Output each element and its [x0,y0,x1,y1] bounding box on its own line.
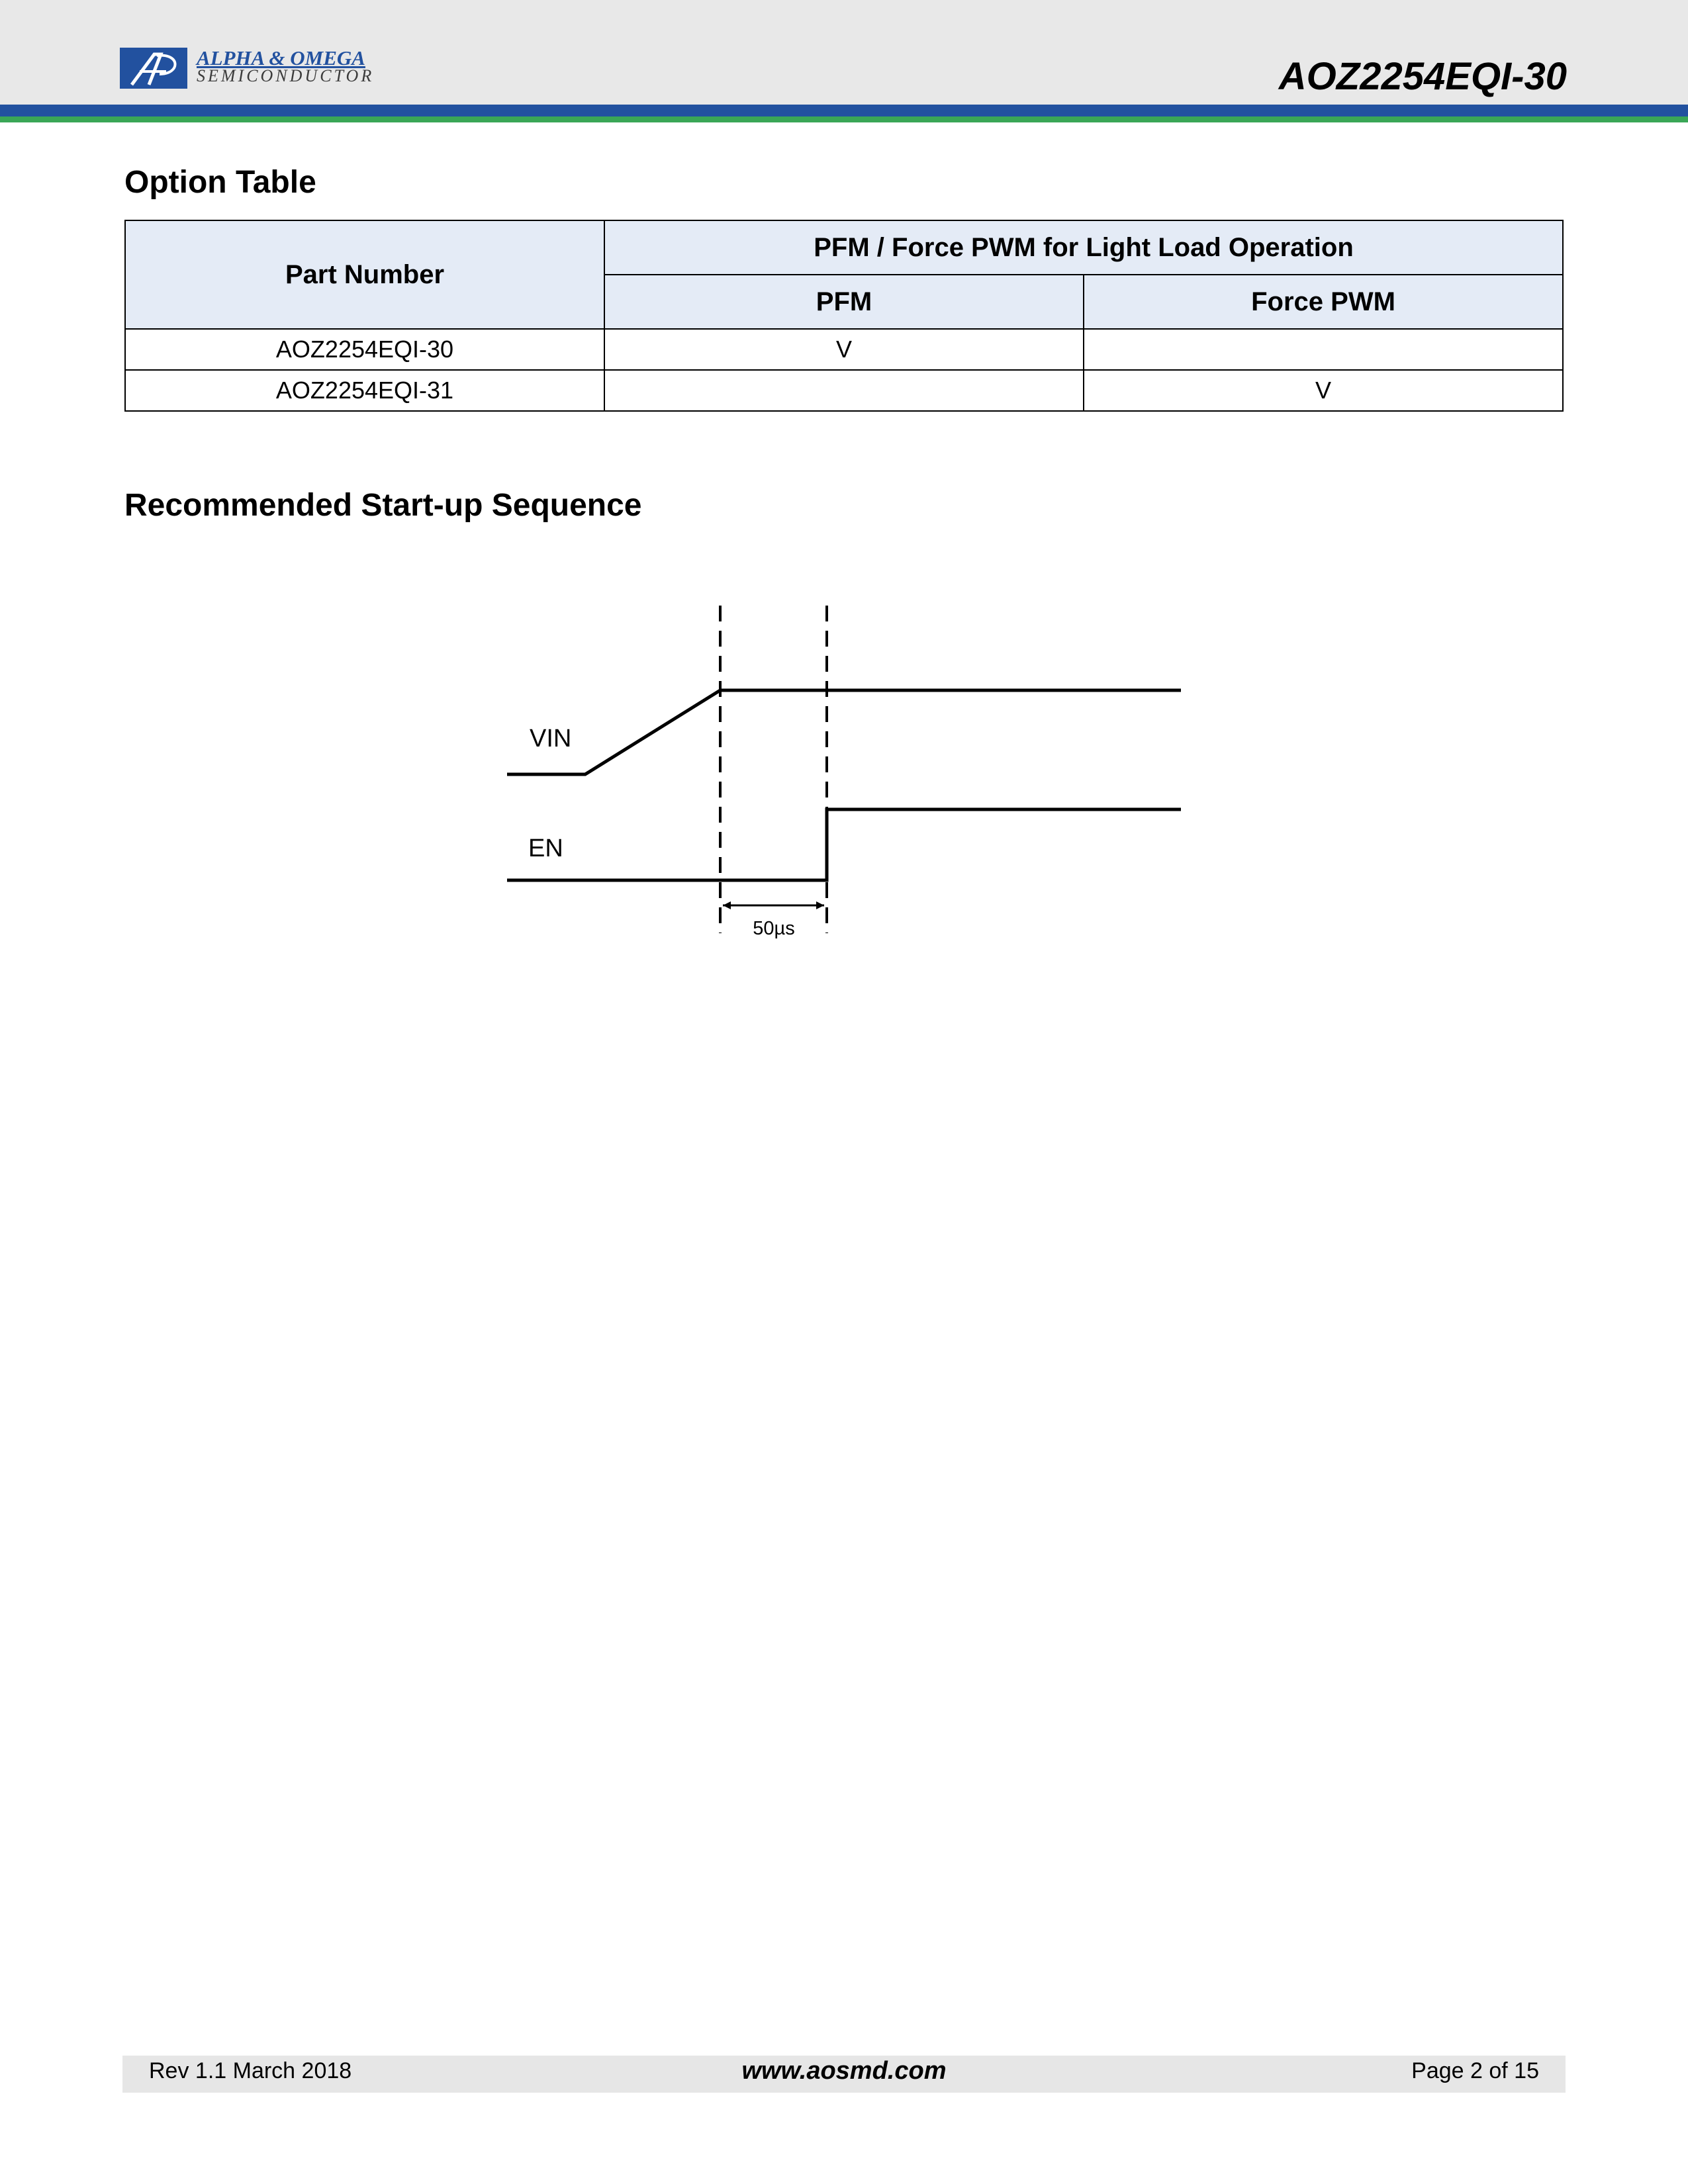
cell-pfm: V [604,329,1084,370]
en-label: EN [528,835,563,862]
col-header-group: PFM / Force PWM for Light Load Operation [604,220,1563,275]
delay-label: 50µs [753,918,795,939]
document-title: AOZ2254EQI-30 [1278,55,1567,98]
col-header-part-number: Part Number [125,220,604,329]
cell-force-pwm: V [1084,370,1563,411]
cell-part: AOZ2254EQI-30 [125,329,604,370]
brand-subtitle: SEMICONDUCTOR [197,66,375,85]
footer-revision: Rev 1.1 March 2018 [149,2058,352,2083]
vin-label: VIN [530,725,572,752]
option-table-title: Option Table [124,165,316,200]
footer-website-link[interactable]: www.aosmd.com [741,2057,947,2085]
col-header-pfm: PFM [604,275,1084,329]
brand-name: ALPHA & OMEGA [197,46,365,69]
cell-part: AOZ2254EQI-31 [125,370,604,411]
col-header-force-pwm: Force PWM [1084,275,1563,329]
footer-page-number: Page 2 of 15 [1411,2058,1539,2083]
startup-sequence-title: Recommended Start-up Sequence [124,488,642,523]
en-waveform [507,809,1181,880]
vin-waveform [507,690,1181,774]
